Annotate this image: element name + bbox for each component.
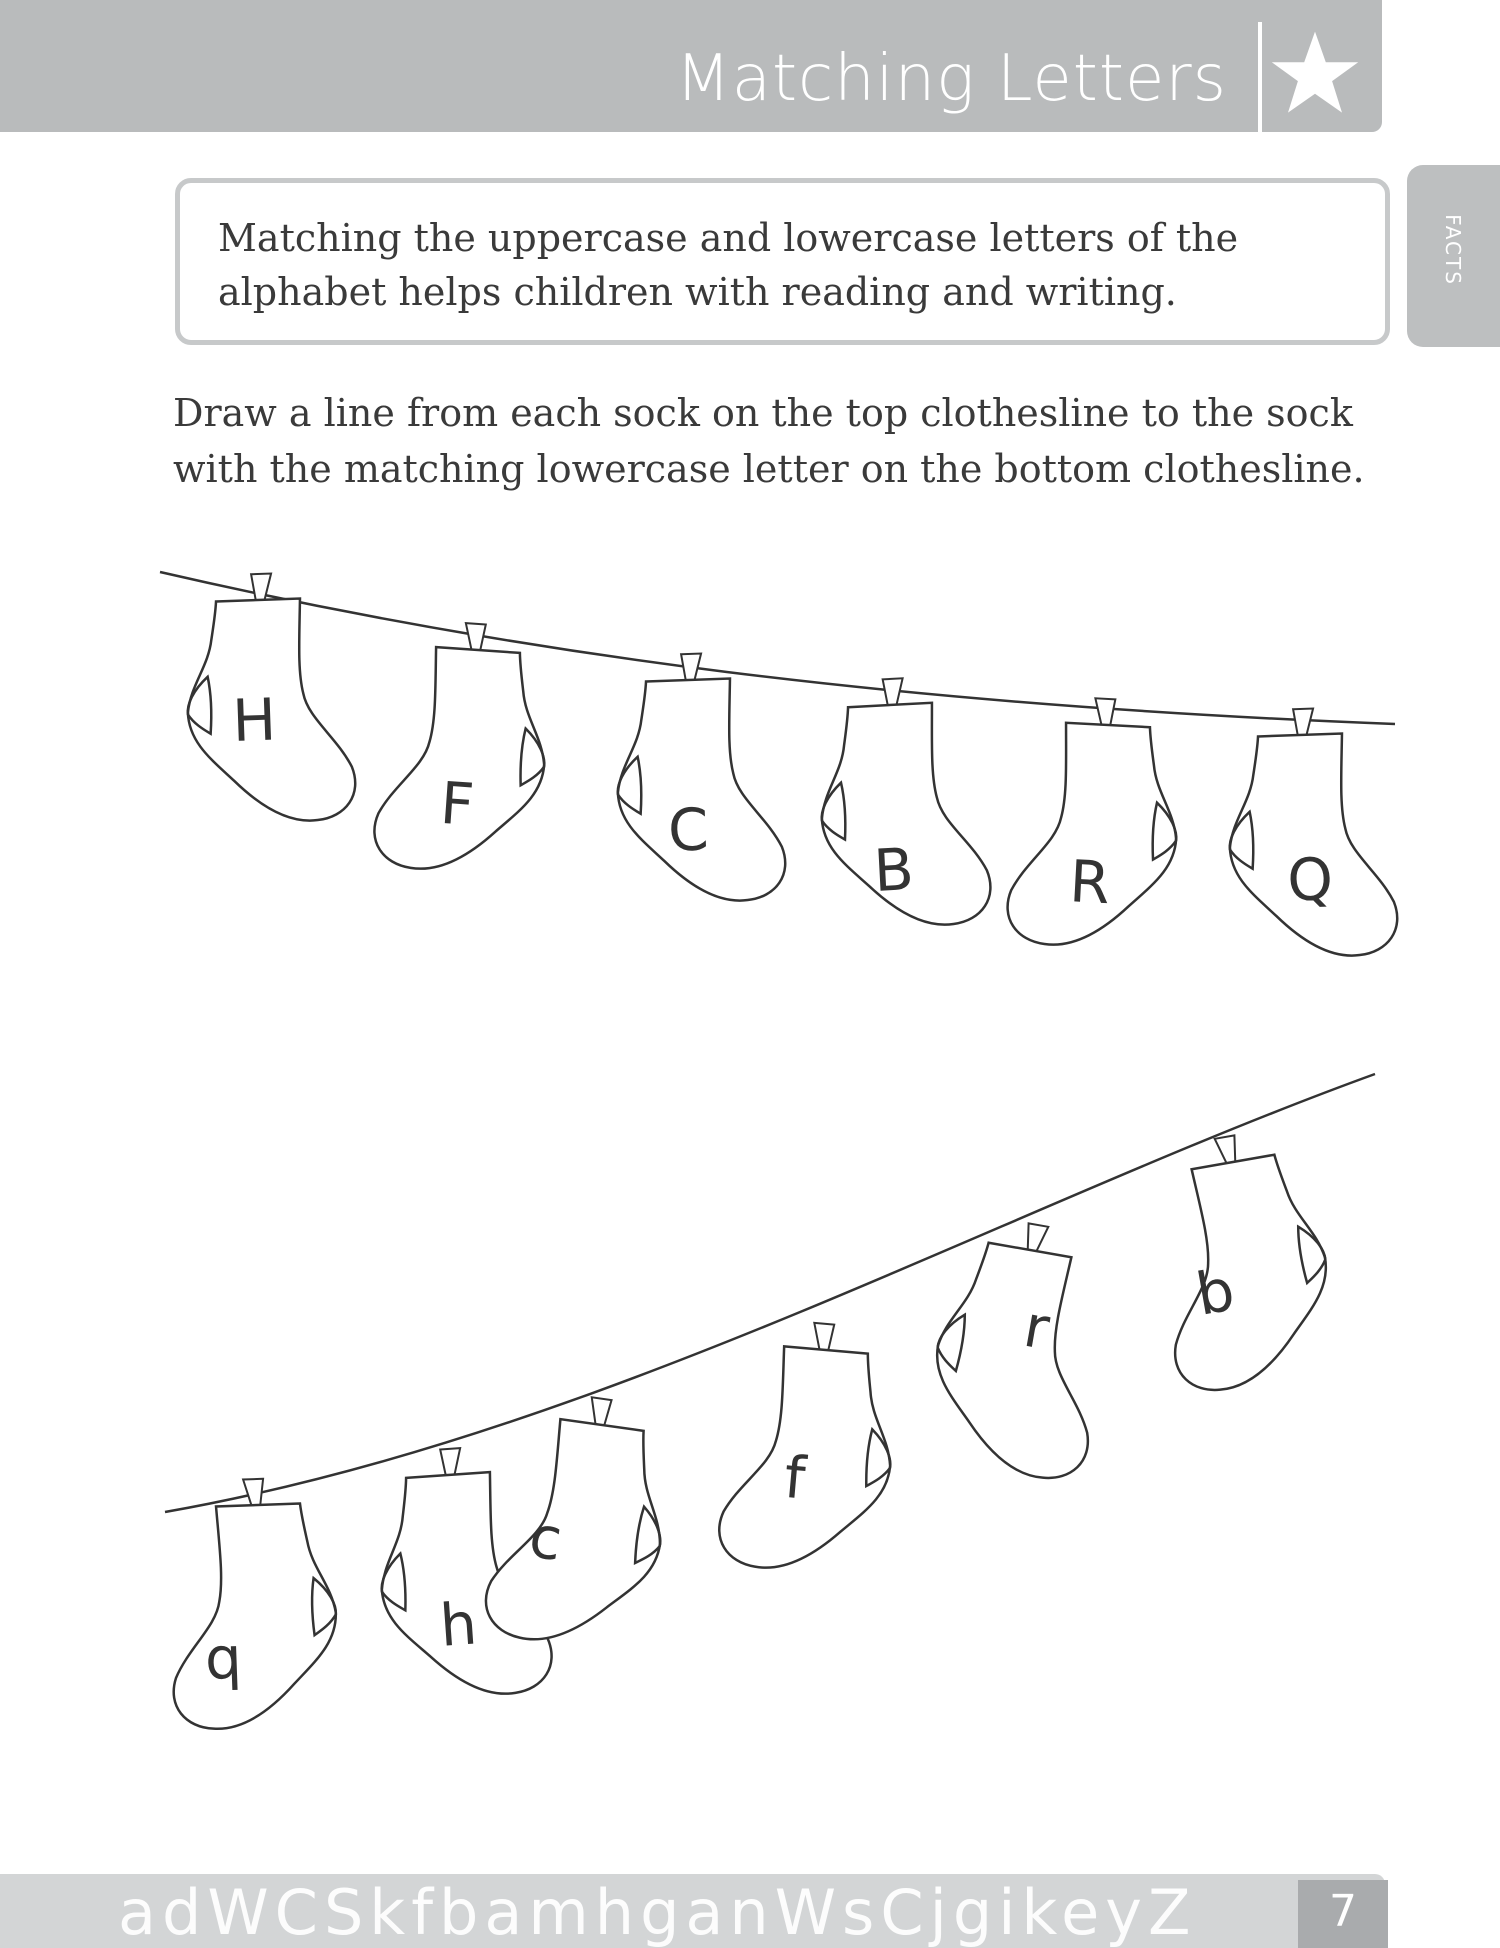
footer-decor-letters: adWCSkfbamhganWsCjgikeyZ <box>118 1876 1197 1948</box>
sock-letter: r <box>1019 1291 1055 1363</box>
sock-letter: H <box>231 685 278 755</box>
clothespin-icon <box>1293 709 1314 738</box>
sock-letter: F <box>438 768 477 840</box>
bottom-sock-c[interactable] <box>481 1387 679 1656</box>
clothespin-icon <box>243 1479 264 1508</box>
facts-text: Matching the uppercase and lowercase letters of the alphabet helps children with reading and writing. <box>218 216 1239 314</box>
bottom-sock-r[interactable] <box>918 1212 1123 1485</box>
sock-letter: R <box>1067 847 1112 918</box>
sock-letter: B <box>871 835 916 906</box>
bottom-clothesline <box>165 1074 1375 1512</box>
footer-bar <box>0 1874 1385 1948</box>
top-sock-b[interactable] <box>815 674 993 931</box>
top-sock-q[interactable] <box>1225 706 1398 960</box>
top-sock-r[interactable] <box>1006 694 1184 951</box>
sock-letter: Q <box>1286 844 1335 915</box>
sock-outline <box>1144 1149 1345 1397</box>
bottom-sock-f[interactable] <box>716 1316 902 1578</box>
clothespin-icon <box>883 678 904 707</box>
sock-outline <box>481 1412 675 1655</box>
facts-tab-label: FACTS <box>1441 214 1465 286</box>
page-number: 7 <box>1329 1886 1357 1937</box>
sock-outline <box>716 1342 900 1578</box>
sock-outline <box>372 644 552 877</box>
sock-letter: q <box>203 1623 243 1693</box>
clothespin-icon <box>1094 698 1115 727</box>
sock-outline <box>919 1237 1120 1485</box>
bottom-sock-q[interactable] <box>166 1476 339 1730</box>
sock-letter: c <box>525 1502 567 1575</box>
top-sock-f[interactable] <box>372 618 554 877</box>
top-clothesline <box>160 572 1395 724</box>
page-title: Matching Letters <box>675 42 1227 116</box>
sock-letter: f <box>781 1443 808 1513</box>
bottom-sock-b[interactable] <box>1139 1124 1344 1397</box>
sock-outline <box>614 677 786 905</box>
top-sock-c[interactable] <box>613 651 786 905</box>
sock-letter: h <box>437 1589 480 1660</box>
clothespin-icon <box>251 574 272 603</box>
sock-letter: b <box>1191 1255 1240 1329</box>
instructions: Draw a line from each sock on the top clothesline to the sock with the matching lowercase letter on the bottom clothesline. <box>173 391 1365 491</box>
page-number-box <box>1298 1880 1388 1948</box>
sock-letter: C <box>666 795 710 865</box>
